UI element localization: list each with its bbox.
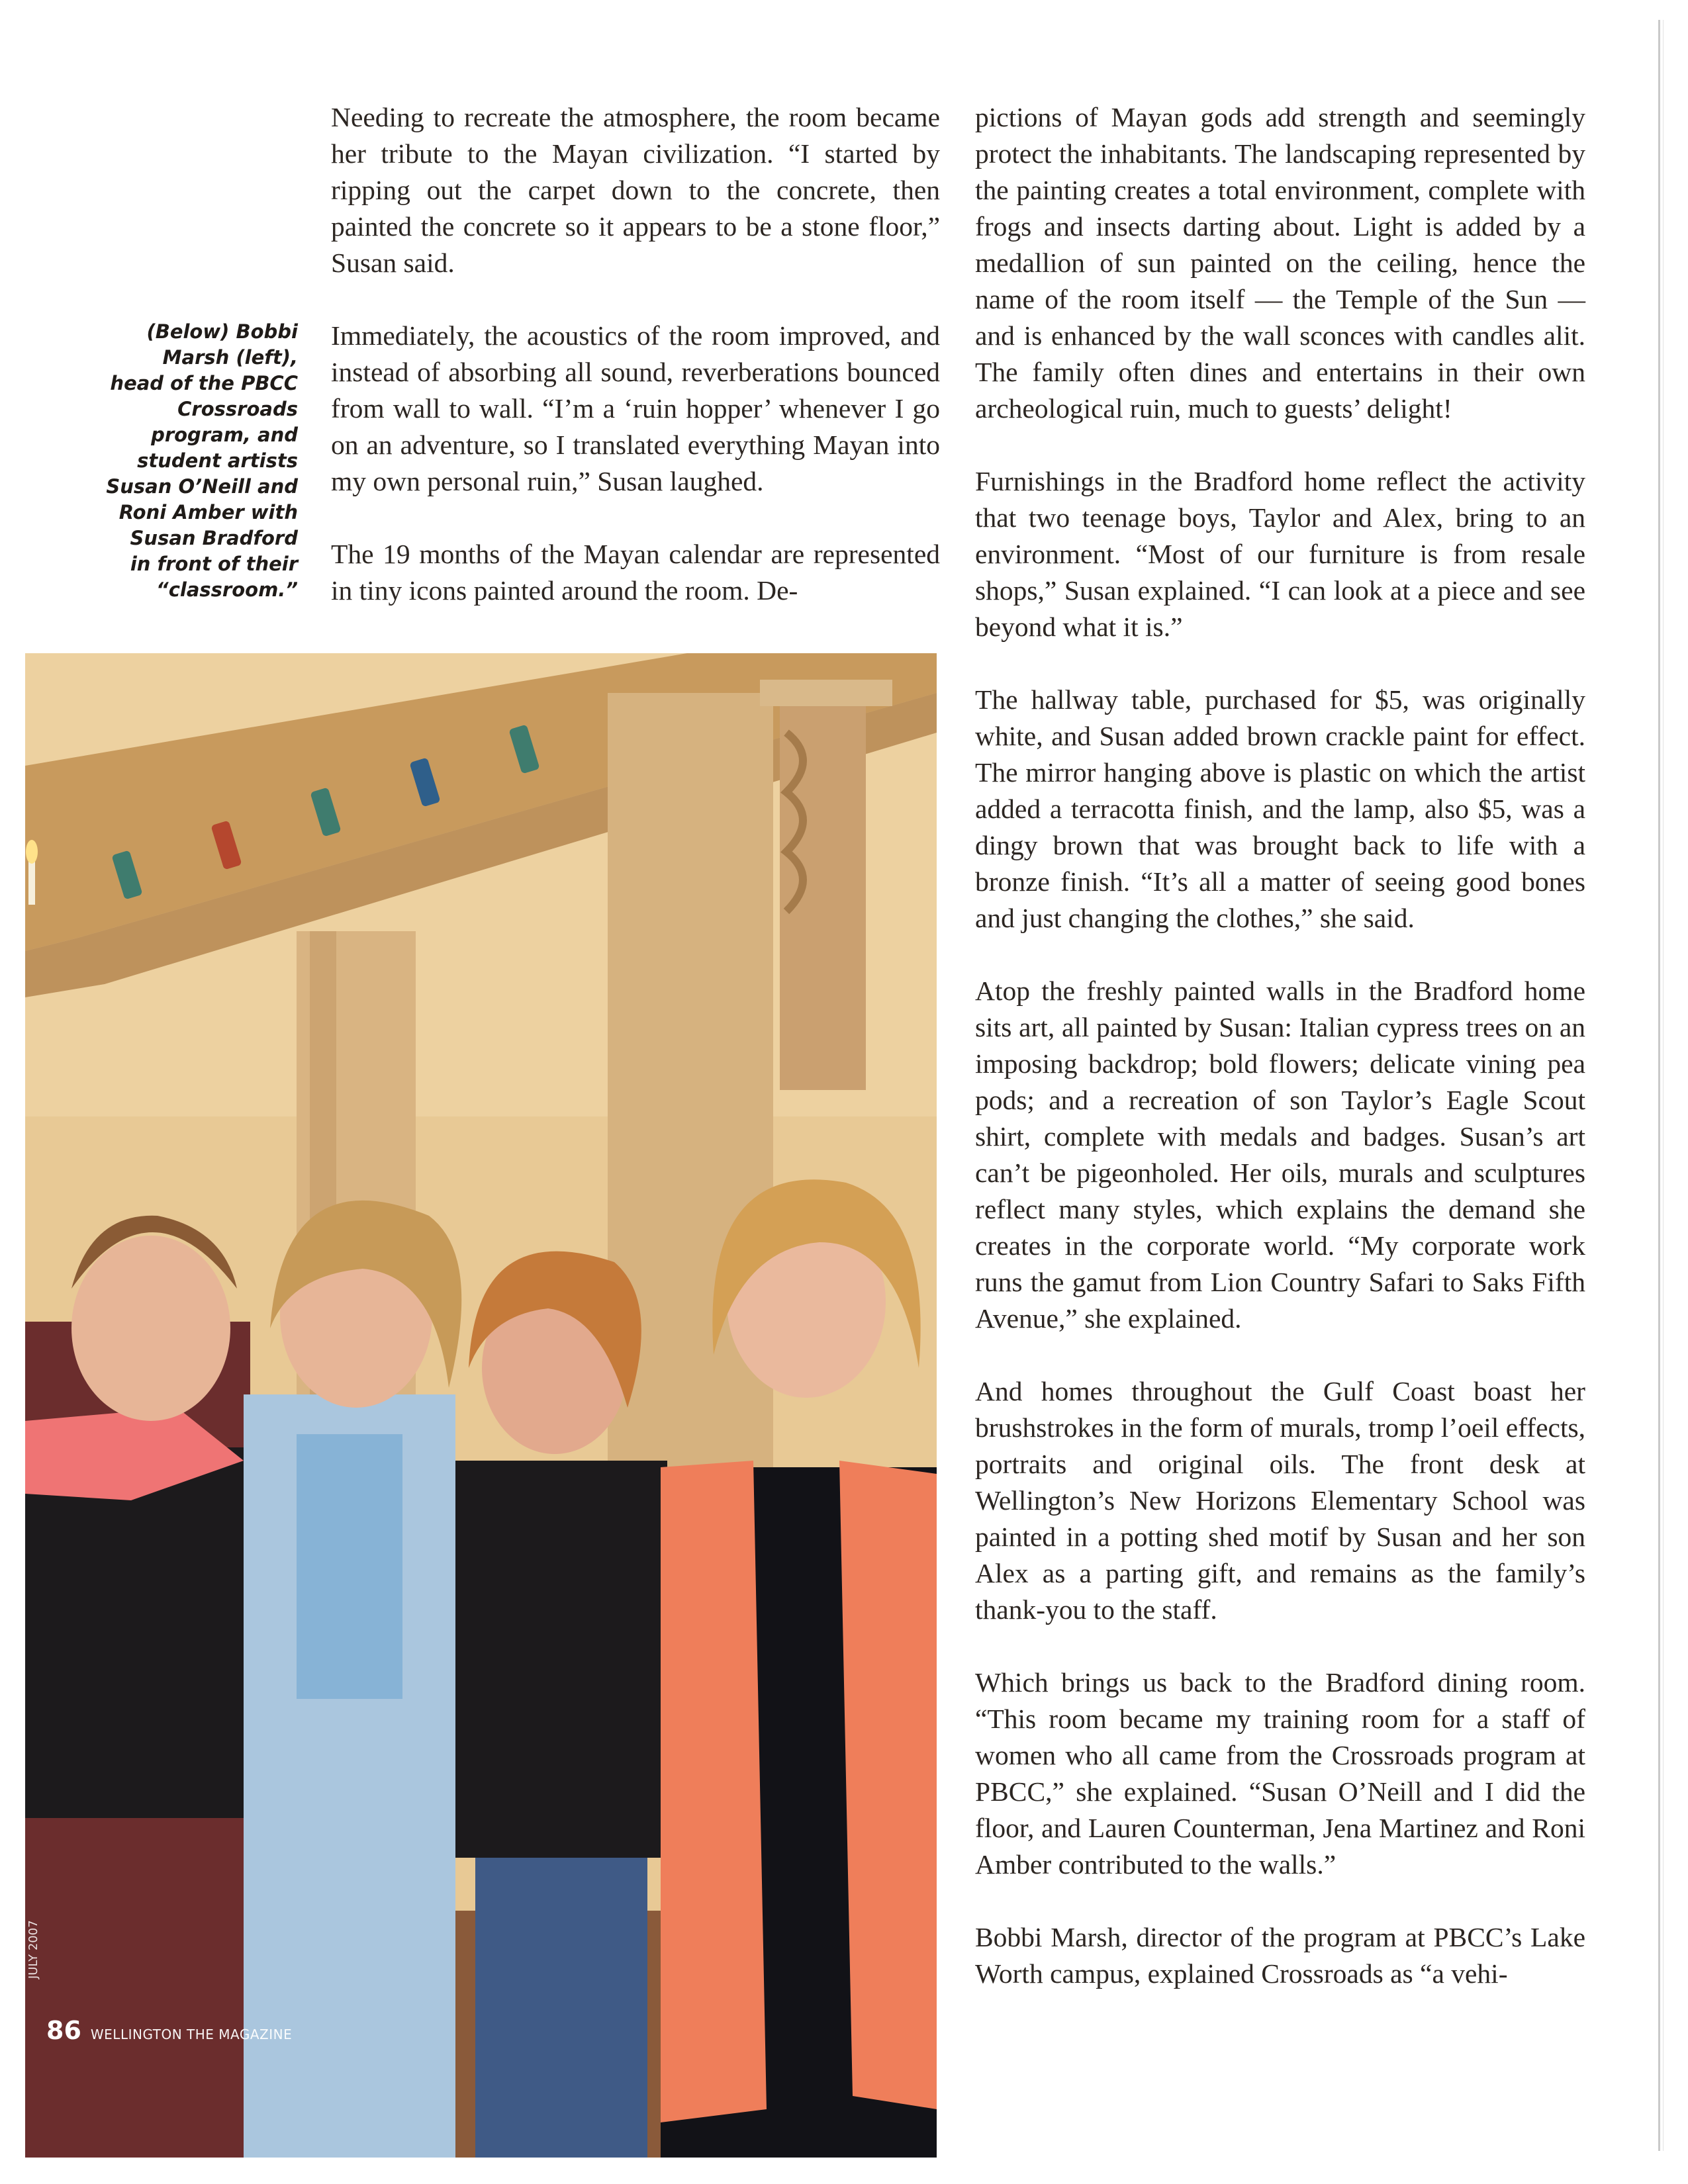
paragraph: Furnishings in the Bradford home reflect the activity that two teenage boys, Taylor and Alex, bring to an environment. “Most of our furniture is from resale shops,” Susan explained. “I can look at a piece and see beyond what it is.” xyxy=(975,466,1585,642)
paragraph: pictions of Mayan gods add strength and seemingly protect the inhabitants. The landscaping represented by the painting creates a total environment, complete with frogs and insects darting about. Light is added by a medallion of sun painted on the ceiling, hence the name of the room itself — the Temple of the Sun — and is enhanced by the wall sconces with candles alit. The family often dines and entertains in their own archeological ruin, much to guests’ delight! xyxy=(975,102,1585,424)
page-edge-rule xyxy=(1658,20,1660,2151)
article-column-right xyxy=(975,99,1585,1992)
group-photo xyxy=(25,653,937,2158)
page-number: 86 xyxy=(46,2016,81,2045)
magazine-name: WELLINGTON THE MAGAZINE xyxy=(90,2026,293,2042)
photo-caption: (Below) Bobbi Marsh (left), head of the PBCC Crossroads program, and student artists Susan O’Neill and Roni Amber with Susan Bradford in front of their “classroom.” xyxy=(106,320,298,601)
group-photo-illustration xyxy=(25,653,937,2158)
article-column-middle xyxy=(331,99,940,609)
paragraph: The hallway table, purchased for $5, was originally white, and Susan added brown crackle paint for effect. The mirror hanging above is plastic on which the artist added a terracotta finish, and the lamp, also $5, was a dingy brown that was brought back to life with a bronze finish. “It’s all a matter of seeing good bones and just changing the clothes,” she said. xyxy=(975,684,1585,933)
paragraph: Bobbi Marsh, director of the program at PBCC’s Lake Worth campus, explained Crossroads as “a vehi- xyxy=(975,1922,1585,1989)
page-edge-rule-inner xyxy=(1663,20,1664,2151)
folio-date: JULY 2007 xyxy=(26,1920,40,1979)
paragraph: Atop the freshly painted walls in the Bradford home sits art, all painted by Susan: Italian cypress trees on an imposing backdrop; bold flowers; delicate vining pea pods; and a recreation of son Taylor’s Eagle Scout shirt, complete with medals and badges. Susan’s art can’t be pigeonholed. Her oils, murals and sculptures reflect many styles, which explains the demand she creates in the corporate world. “My corporate work runs the gamut from Lion Country Safari to Saks Fifth Avenue,” she explained. xyxy=(975,976,1585,1334)
page-folio xyxy=(46,2016,292,2045)
paragraph: Immediately, the acoustics of the room improved, and instead of absorbing all sound, reverberations bounced from wall to wall. “I’m a ‘ruin hopper’ whenever I go on an adventure, so I translated everything Mayan into my own personal ruin,” Susan laughed. xyxy=(331,320,940,496)
paragraph: Which brings us back to the Bradford dining room. “This room became my training room for a staff of women who all came from the Crossroads program at PBCC,” she explained. “Susan O’Neill and I did the floor, and Lauren Counterman, Jena Martinez and Roni Amber contributed to the walls.” xyxy=(975,1667,1585,1880)
paragraph: The 19 months of the Mayan calendar are represented in tiny icons painted around the room. De- xyxy=(331,539,940,606)
paragraph: Needing to recreate the atmosphere, the room became her tribute to the Mayan civilization. “I started by ripping out the carpet down to the concrete, then painted the concrete so it appears to be a stone floor,” Susan said. xyxy=(331,102,940,278)
paragraph: And homes throughout the Gulf Coast boast her brushstrokes in the form of murals, tromp l’oeil effects, portraits and original oils. The front desk at Wellington’s New Horizons Elementary School was painted in a potting shed motif by Susan and her son Alex as a parting gift, and remains as the family’s thank-you to the staff. xyxy=(975,1376,1585,1625)
